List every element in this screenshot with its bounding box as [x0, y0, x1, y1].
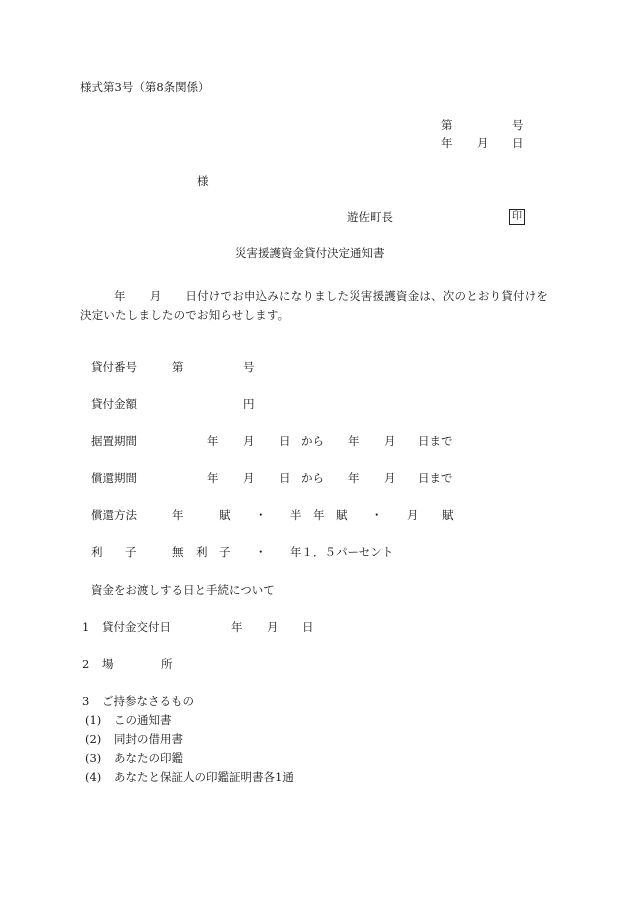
list-item-number: (4) [85, 770, 102, 784]
interest-free-char-1: 無 [172, 545, 184, 559]
body-month-label: 月 [149, 289, 162, 303]
list-item-number: (2) [85, 732, 102, 746]
method-monthly-installment: 賦 [442, 508, 454, 522]
delivery-date-year: 年 [231, 620, 243, 634]
body-paragraph [80, 287, 550, 325]
list-item-text: この通知書 [114, 713, 172, 727]
items-to-bring-label: ご持参なさるもの [102, 694, 194, 708]
deferment-start-year: 年 [207, 434, 219, 448]
date-year-label: 年 [441, 136, 453, 150]
method-annual-installment: 賦 [219, 508, 231, 522]
delivery-date-month: 月 [267, 620, 279, 634]
repayment-start-day: 日 [279, 471, 291, 485]
method-half-year: 年 [313, 508, 325, 522]
list-item-number: (3) [85, 751, 102, 765]
form-number-label: 様式第3号（第8条関係） [80, 80, 210, 94]
deferment-end-year: 年 [348, 434, 360, 448]
sender-title: 遊佐町長 [347, 210, 393, 224]
loan-number-prefix: 第 [172, 360, 184, 374]
list-item-text: 同封の借用書 [114, 732, 183, 746]
list-item-text: あなたの印鑑 [114, 751, 183, 765]
deferment-until: 日まで [418, 434, 453, 448]
method-separator-2: ・ [371, 508, 383, 522]
deferment-start-month: 月 [243, 434, 255, 448]
repayment-end-month: 月 [384, 471, 396, 485]
place-label-char-1: 場 [102, 657, 114, 671]
date-day-label: 日 [512, 136, 524, 150]
delivery-date-day: 日 [302, 620, 314, 634]
method-month: 月 [407, 508, 419, 522]
method-half: 半 [290, 508, 302, 522]
loan-amount-label: 貸付金額 [91, 397, 137, 411]
repayment-start-year: 年 [207, 471, 219, 485]
loan-amount-unit: 円 [243, 397, 255, 411]
list-item-text: あなたと保証人の印鑑証明書各1通 [114, 770, 294, 784]
loan-number-label: 貸付番号 [91, 360, 137, 374]
repayment-method-label: 償還方法 [91, 508, 137, 522]
method-annual-year: 年 [172, 508, 184, 522]
method-semiannual-installment: 賦 [336, 508, 348, 522]
interest-free-char-2: 利 [196, 545, 208, 559]
repayment-start-month: 月 [243, 471, 255, 485]
place-label-char-2: 所 [161, 657, 173, 671]
list-item-number: (1) [85, 713, 102, 727]
interest-rate: 年１．５パーセント [290, 545, 394, 559]
interest-free-char-3: 子 [219, 545, 231, 559]
date-month-label: 月 [477, 136, 489, 150]
body-text: 日付けでお申込みになりました災害援護資金は、次のとおり貸付けを決定いたしましたのでお知らせします。 [80, 289, 549, 322]
repayment-until: 日まで [418, 471, 453, 485]
repayment-from: から [301, 471, 324, 485]
method-separator-1: ・ [255, 508, 267, 522]
repayment-period-label: 償還期間 [91, 471, 137, 485]
document-title: 災害援護資金貸付決定通知書 [235, 246, 385, 260]
repayment-end-year: 年 [348, 471, 360, 485]
body-year-label: 年 [114, 289, 126, 303]
interest-label-char-1: 利 [91, 545, 103, 559]
loan-number-suffix: 号 [243, 360, 255, 374]
delivery-date-label: 貸付金交付日 [102, 620, 171, 634]
interest-separator: ・ [255, 545, 267, 559]
addressee-honorific: 様 [197, 174, 209, 188]
deferment-start-day: 日 [279, 434, 291, 448]
interest-label-char-2: 子 [125, 545, 137, 559]
deferment-from: から [301, 434, 324, 448]
section-1-number: 1 [82, 620, 90, 634]
section-2-number: 2 [82, 657, 90, 671]
official-seal-mark: 印 [509, 209, 525, 225]
procedure-heading: 資金をお渡しする日と手続について [91, 583, 275, 597]
deferment-period-label: 据置期間 [91, 434, 137, 448]
doc-number-prefix: 第 [441, 118, 453, 132]
doc-number-suffix: 号 [512, 118, 524, 132]
deferment-end-month: 月 [384, 434, 396, 448]
section-3-number: 3 [82, 694, 90, 708]
